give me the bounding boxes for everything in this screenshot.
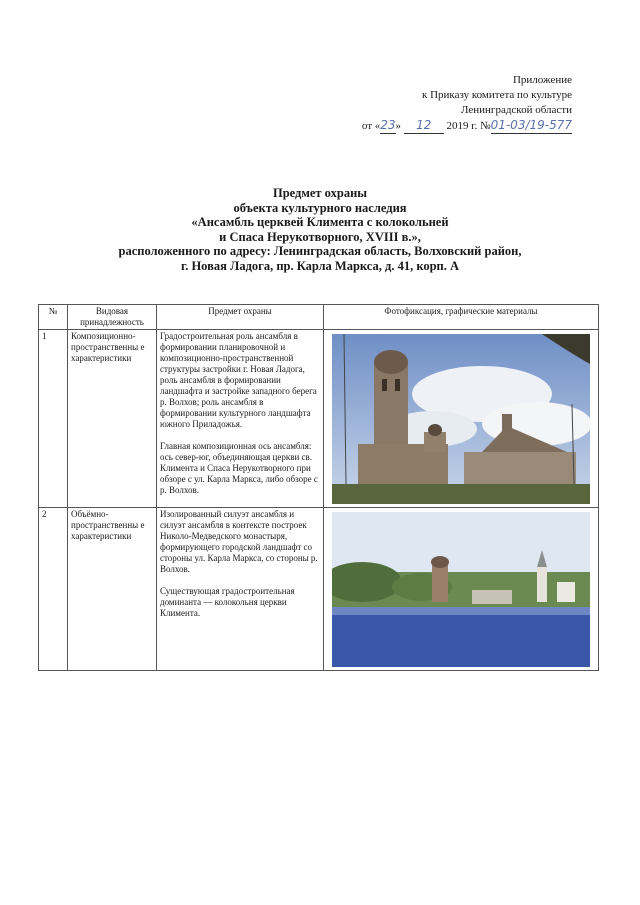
document-title: Предмет охраны объекта культурного наследия «Ансамбль церквей Климента с колокольней и Спаса Нерукотворного, XVIII в.», расположенного по адресу: Ленинградская область, Волховский район, г. Новая Ладога, пр. Карла Маркса, д. 41, корп. А [118, 186, 522, 273]
header-number: № [39, 305, 68, 330]
appendix-date: от «23» 12 2019 г. №01-03/19-577 [361, 118, 572, 132]
table-header-row [39, 305, 599, 330]
row-number: 2 [39, 508, 68, 671]
protection-table [38, 304, 599, 671]
signature-month: 12 [404, 118, 444, 134]
row-photo-cell [324, 508, 599, 671]
row-photo-cell [324, 330, 599, 508]
row-subject: Изолированный силуэт ансамбля и силуэт ансамбля в контексте построек Николо-Медведского монастыря, формирующего городской ландшафт со стороны ул. Карла Маркса, со стороны р. Волхов. Существующая градостроительная доминанта — колокольня церкви Климента. [157, 508, 324, 671]
header-subject: Предмет охраны [157, 305, 324, 330]
signature-day: 23 [380, 118, 396, 132]
appendix-title: Приложение [512, 74, 572, 86]
row-type: Объёмно-пространственны е характеристики [68, 508, 157, 671]
header-photo: Фотофиксация, графические материалы [324, 305, 599, 330]
signature-number: 01-03/19-577 [490, 118, 572, 132]
church-photo [332, 334, 590, 504]
row-subject: Градостроительная роль ансамбля в формировании планировочной и композиционно-пространственной структуры застройки г. Новая Ладога, роль ансамбля в формировании ландшафта и застройке западного берега р. Волхов; роль ансамбля в формировании культурного ландшафта южного Приладожья. Главная композиционная ось ансамбля: ось север-юг, объединяющая церкви св. Климента и Спаса Нерукотворного при обзоре с ул. Карла Маркса, либо обзоре с р. Волхов. [157, 330, 324, 508]
row-number: 1 [39, 330, 68, 508]
table-row [39, 508, 599, 671]
table-row [39, 330, 599, 508]
appendix-order: к Приказу комитета по культуре [421, 89, 572, 101]
appendix-region: Ленинградской области [461, 104, 572, 116]
river-photo [332, 512, 590, 667]
appendix-block [362, 73, 572, 134]
header-type: Видовая принадлежность [68, 305, 157, 330]
row-type: Композиционно-пространственны е характеристики [68, 330, 157, 508]
